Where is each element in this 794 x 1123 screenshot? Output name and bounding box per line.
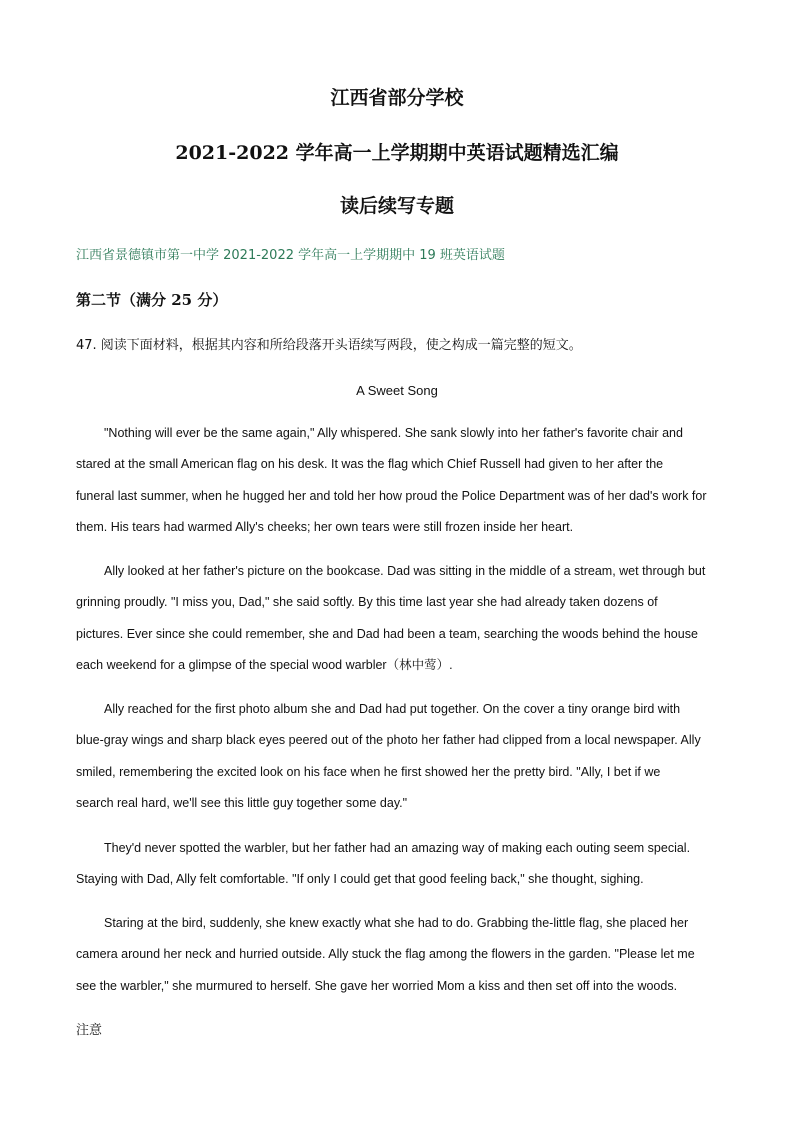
paragraph-line: pictures. Ever since she could remember, she and Dad had been a team, searching the woods behind the house xyxy=(76,626,698,641)
section-heading: 第二节（满分 25 分） xyxy=(76,291,228,309)
document-title-exam: 2021-2022 学年高一上学期期中英语试题精选汇编 xyxy=(175,142,619,164)
paragraph-line: each weekend for a glimpse of the special wood warbler（林中莺）. xyxy=(76,657,453,672)
paragraph-line: smiled, remembering the excited look on his face when he first showed her the pretty bird. "Ally, I bet if we xyxy=(76,764,661,779)
paragraph-line: blue-gray wings and sharp black eyes peered out of the photo her father had clipped from a local newspaper. Ally xyxy=(76,733,701,748)
document-title-topic: 读后续写专题 xyxy=(339,195,454,217)
paragraph-line: grinning proudly. "I miss you, Dad," she said softly. By this time last year she had already taken dozens of xyxy=(76,595,658,610)
question-instruction: 47. 阅读下面材料，根据其内容和所给段落开头语续写两段，使之构成一篇完整的短文。 xyxy=(76,338,582,353)
paragraph-line: Ally reached for the first photo album she and Dad had put together. On the cover a tiny orange bird with xyxy=(104,702,681,716)
document-title-region: 江西省部分学校 xyxy=(330,87,464,109)
paragraph-line: search real hard, we'll see this little guy together some day." xyxy=(76,795,408,810)
story-paragraph xyxy=(76,833,736,896)
paragraph-line: Staying with Dad, Ally felt comfortable. "If only I could get that good feeling back," she thought, sighing. xyxy=(76,872,644,887)
paragraph-line: "Nothing will ever be the same again," Ally whispered. She sank slowly into her father's favorite chair and xyxy=(104,426,683,440)
story-paragraph xyxy=(76,418,726,543)
paragraph-line: see the warbler," she murmured to herself. She gave her worried Mom a kiss and then set off into the woods. xyxy=(76,978,678,993)
note-label: 注意 xyxy=(76,1023,103,1038)
paragraph-line: them. His tears had warmed Ally's cheeks; her own tears were still frozen inside her heart. xyxy=(76,519,574,534)
story-paragraph xyxy=(76,694,726,819)
paragraph-line: funeral last summer, when he hugged her and told her how proud the Police Department was of her dad's work for xyxy=(76,488,707,503)
story-paragraph xyxy=(76,908,726,1002)
paragraph-line: camera around her neck and hurried outside. Ally stuck the flag among the flowers in the garden. "Please let me xyxy=(76,947,695,962)
source-label: 江西省景德镇市第一中学 2021-2022 学年高一上学期期中 19 班英语试题 xyxy=(76,248,505,263)
story-title: A Sweet Song xyxy=(356,383,438,398)
paragraph-line: Ally looked at her father's picture on the bookcase. Dad was sitting in the middle of a stream, wet through but xyxy=(104,564,706,578)
story-paragraph xyxy=(76,556,726,681)
paragraph-line: They'd never spotted the warbler, but her father had an amazing way of making each outing seem special. xyxy=(104,841,691,855)
paragraph-line: Staring at the bird, suddenly, she knew exactly what she had to do. Grabbing the-little flag, she placed her xyxy=(104,916,689,930)
paragraph-line: stared at the small American flag on his desk. It was the flag which Chief Russell had given to her after the xyxy=(76,457,664,472)
